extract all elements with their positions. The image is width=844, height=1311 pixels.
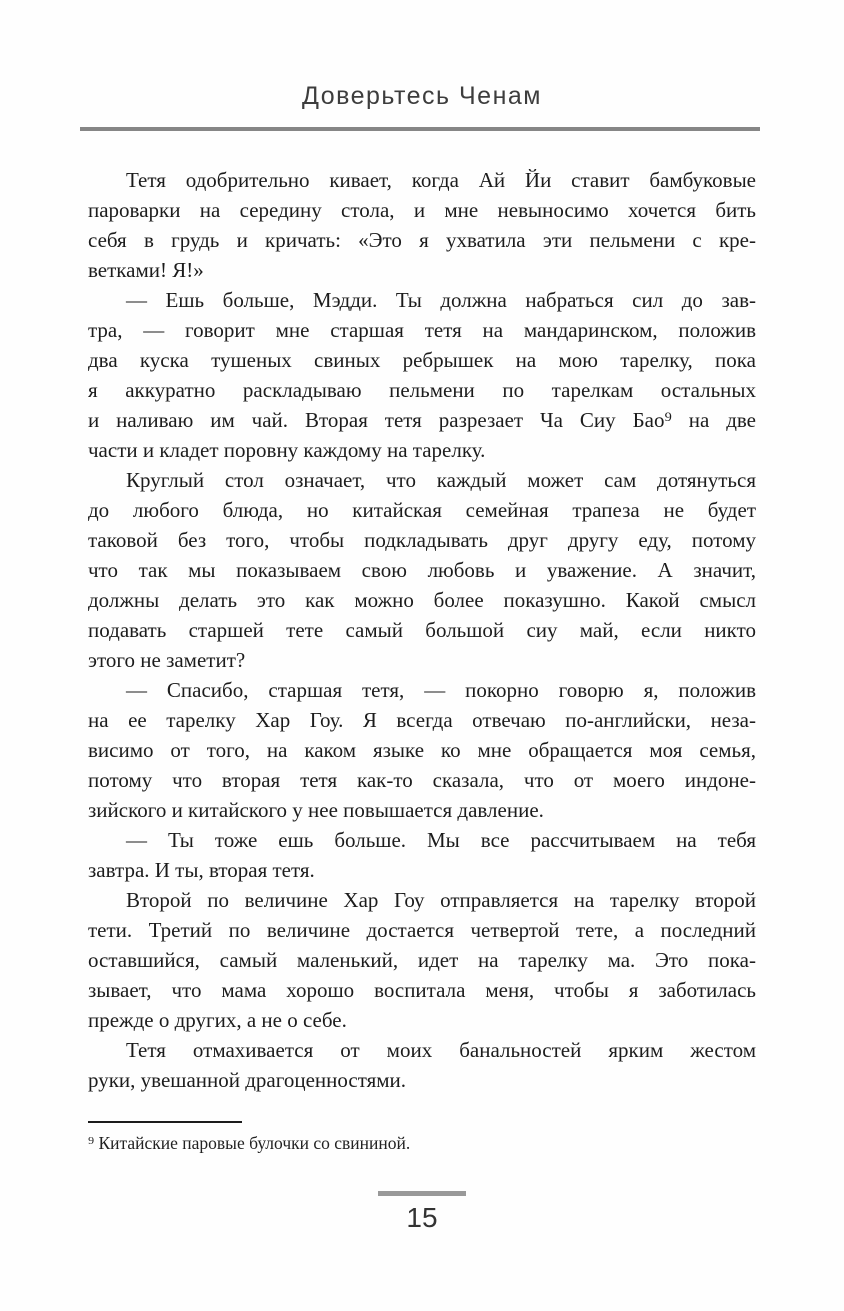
paragraph [88,165,756,285]
text-line: ветками! Я!» [88,258,204,282]
paragraph [88,285,756,465]
text-line: потому что вторая тетя как-то сказала, что от моего индоне- [88,768,756,792]
text-line: пароварки на середину стола, и мне невыносимо хочется бить [88,198,756,222]
footer-divider-rule [378,1191,466,1196]
page-number: 15 [406,1202,438,1233]
text-line: оставшийся, самый маленький, идет на тарелку ма. Это пока- [88,948,756,972]
text-line: прежде о других, а не о себе. [88,1008,347,1032]
text-line: — Ешь больше, Мэдди. Ты должна набраться сил до зав- [126,288,756,312]
paragraph [88,1035,756,1095]
text-line: подавать старшей тете самый большой сиу май, если никто [88,618,756,642]
footnote-text: ⁹ Китайские паровые булочки со свининой. [88,1133,411,1153]
text-line: себя в грудь и кричать: «Это я ухватила эти пельмени с кре- [88,228,756,252]
text-line: руки, увешанной драгоценностями. [88,1068,407,1092]
text-line: зийского и китайского у нее повышается давление. [88,798,544,822]
text-line: на ее тарелку Хар Гоу. Я всегда отвечаю по-английски, неза- [88,708,756,732]
text-line: таковой без того, чтобы подкладывать друг другу еду, потому [88,528,756,552]
text-line: Тетя отмахивается от моих банальностей ярким жестом [126,1038,756,1062]
body-text [88,165,756,1095]
text-line: что так мы показываем свою любовь и уважение. А значит, [88,558,756,582]
paragraph [88,675,756,825]
text-line: — Спасибо, старшая тетя, — покорно говорю я, положив [126,678,756,702]
text-line: и наливаю им чай. Вторая тетя разрезает Ча Сиу Бао⁹ на две [88,408,756,432]
text-line: висимо от того, на каком языке ко мне обращается моя семья, [88,738,756,762]
text-line: этого не заметит? [88,648,246,672]
text-line: тра, — говорит мне старшая тетя на мандаринском, положив [88,318,756,342]
text-line: — Ты тоже ешь больше. Мы все рассчитываем на тебя [126,828,756,852]
text-line: до любого блюда, но китайская семейная трапеза не будет [88,498,756,522]
paragraph [88,465,756,675]
text-line: Второй по величине Хар Гоу отправляется на тарелку второй [126,888,756,912]
text-line: завтра. И ты, вторая тетя. [88,858,315,882]
text-line: два куска тушеных свиных ребрышек на мою тарелку, пока [88,348,756,372]
footnote-separator-rule [88,1121,242,1123]
text-line: тети. Третий по величине достается четвертой тете, а последний [88,918,756,942]
paragraph [88,825,756,885]
header-divider-rule [80,127,760,131]
text-line: Тетя одобрительно кивает, когда Ай Йи ставит бамбуковые [126,168,756,192]
paragraph [88,885,756,1035]
text-line: зывает, что мама хорошо воспитала меня, чтобы я заботилась [88,978,756,1002]
text-line: Круглый стол означает, что каждый может сам дотянуться [126,468,756,492]
text-line: я аккуратно раскладываю пельмени по тарелкам остальных [88,378,756,402]
text-line: должны делать это как можно более показушно. Какой смысл [88,588,756,612]
text-line: части и кладет поровну каждому на тарелку. [88,438,486,462]
running-header-title: Доверьтесь Ченам [301,82,542,110]
